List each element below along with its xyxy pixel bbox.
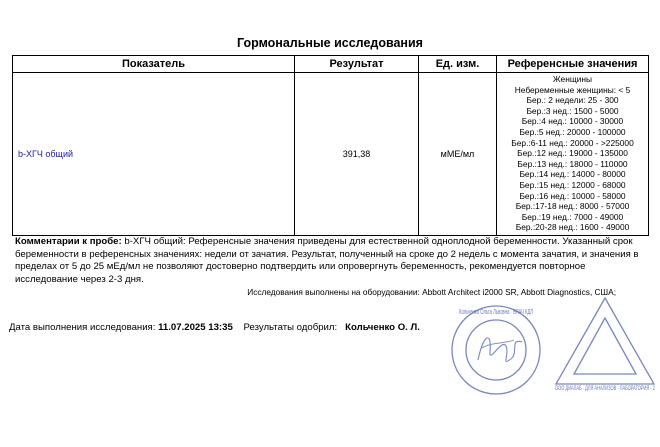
- approved-label: Результаты одобрил:: [243, 322, 338, 333]
- doctor-stamp: [448, 302, 544, 398]
- table-row: [13, 73, 649, 236]
- result-cell: 391,38: [295, 73, 419, 236]
- reference-line: Небеременные женщины: < 5: [514, 84, 631, 95]
- sample-comment: [15, 236, 645, 286]
- header-unit: Ед. изм.: [419, 56, 497, 73]
- comment-label: Комментарии к пробе:: [15, 236, 122, 247]
- indicator-cell: b-ХГЧ общий: [13, 73, 295, 236]
- reference-line: Бер.:17-18 нед.: 8000 - 57000: [515, 201, 630, 212]
- reference-line: Бер.:15 нед.: 12000 - 68000: [519, 179, 626, 190]
- page-title: Гормональные исследования: [237, 36, 423, 50]
- reference-line: Бер.: 2 недели: 25 - 300: [526, 95, 619, 106]
- comment-text: b-ХГЧ общий: Референсные значения приведены для естественной одноплодной беременности. Указанный срок беременности в референсных значениях: недели от зачатия. Результат, полученный на сроке до 2 недель с момента зачатия, и значения в пределах от 5 до 25 мЕд/мл не позволяют достоверно подтвердить или опровергнуть беременность, рекомендуется повторное исследование через 2-3 дня.: [15, 236, 639, 285]
- reference-line: Бер.:13 нед.: 18000 - 110000: [517, 158, 628, 169]
- reference-cell: [497, 73, 649, 236]
- reference-line: Бер.:3 нед.: 1500 - 5000: [526, 105, 619, 116]
- footer: [9, 322, 420, 333]
- reference-line: Бер.:14 нед.: 14000 - 80000: [519, 169, 626, 180]
- reference-line: Женщины: [552, 74, 593, 84]
- header-reference: Референсные значения: [497, 56, 649, 73]
- reference-line: Бер.:19 нед.: 7000 - 49000: [521, 211, 624, 222]
- reference-line: Бер.:5 нед.: 20000 - 100000: [519, 126, 626, 137]
- reference-line: Бер.:4 нед.: 10000 - 30000: [521, 116, 624, 127]
- date-value: 11.07.2025 13:35: [158, 322, 233, 333]
- reference-line: Бер.:16 нед.: 10000 - 58000: [519, 190, 626, 201]
- unit-cell: мМЕ/мл: [419, 73, 497, 236]
- results-table: [12, 55, 649, 236]
- reference-line: Бер.:20-28 нед.: 1600 - 49000: [515, 222, 630, 233]
- reference-line: Бер.:12 нед.: 19000 - 135000: [517, 148, 628, 159]
- header-result: Результат: [295, 56, 419, 73]
- reference-line: Бер.:6-11 нед.: 20000 - >225000: [511, 137, 634, 148]
- lab-stamp: [550, 292, 660, 392]
- table-header-row: [13, 56, 649, 73]
- equipment-note: Исследования выполнены на оборудовании: Abbott Architect i2000 SR, Abbott Diagnostics, США;: [247, 287, 616, 297]
- date-label: Дата выполнения исследования:: [9, 322, 156, 333]
- lab-stamp-text: ООО ДИАЛАБ · ДЛЯ АНАЛИЗОВ · ЛАБОРАТОРИЯ · 2: [555, 385, 656, 392]
- doctor-stamp-name: Кольченко Ольга Львовна · ВРАЧ КДЛ: [459, 309, 534, 316]
- header-indicator: Показатель: [13, 56, 295, 73]
- approved-value: Кольченко О. Л.: [345, 322, 420, 333]
